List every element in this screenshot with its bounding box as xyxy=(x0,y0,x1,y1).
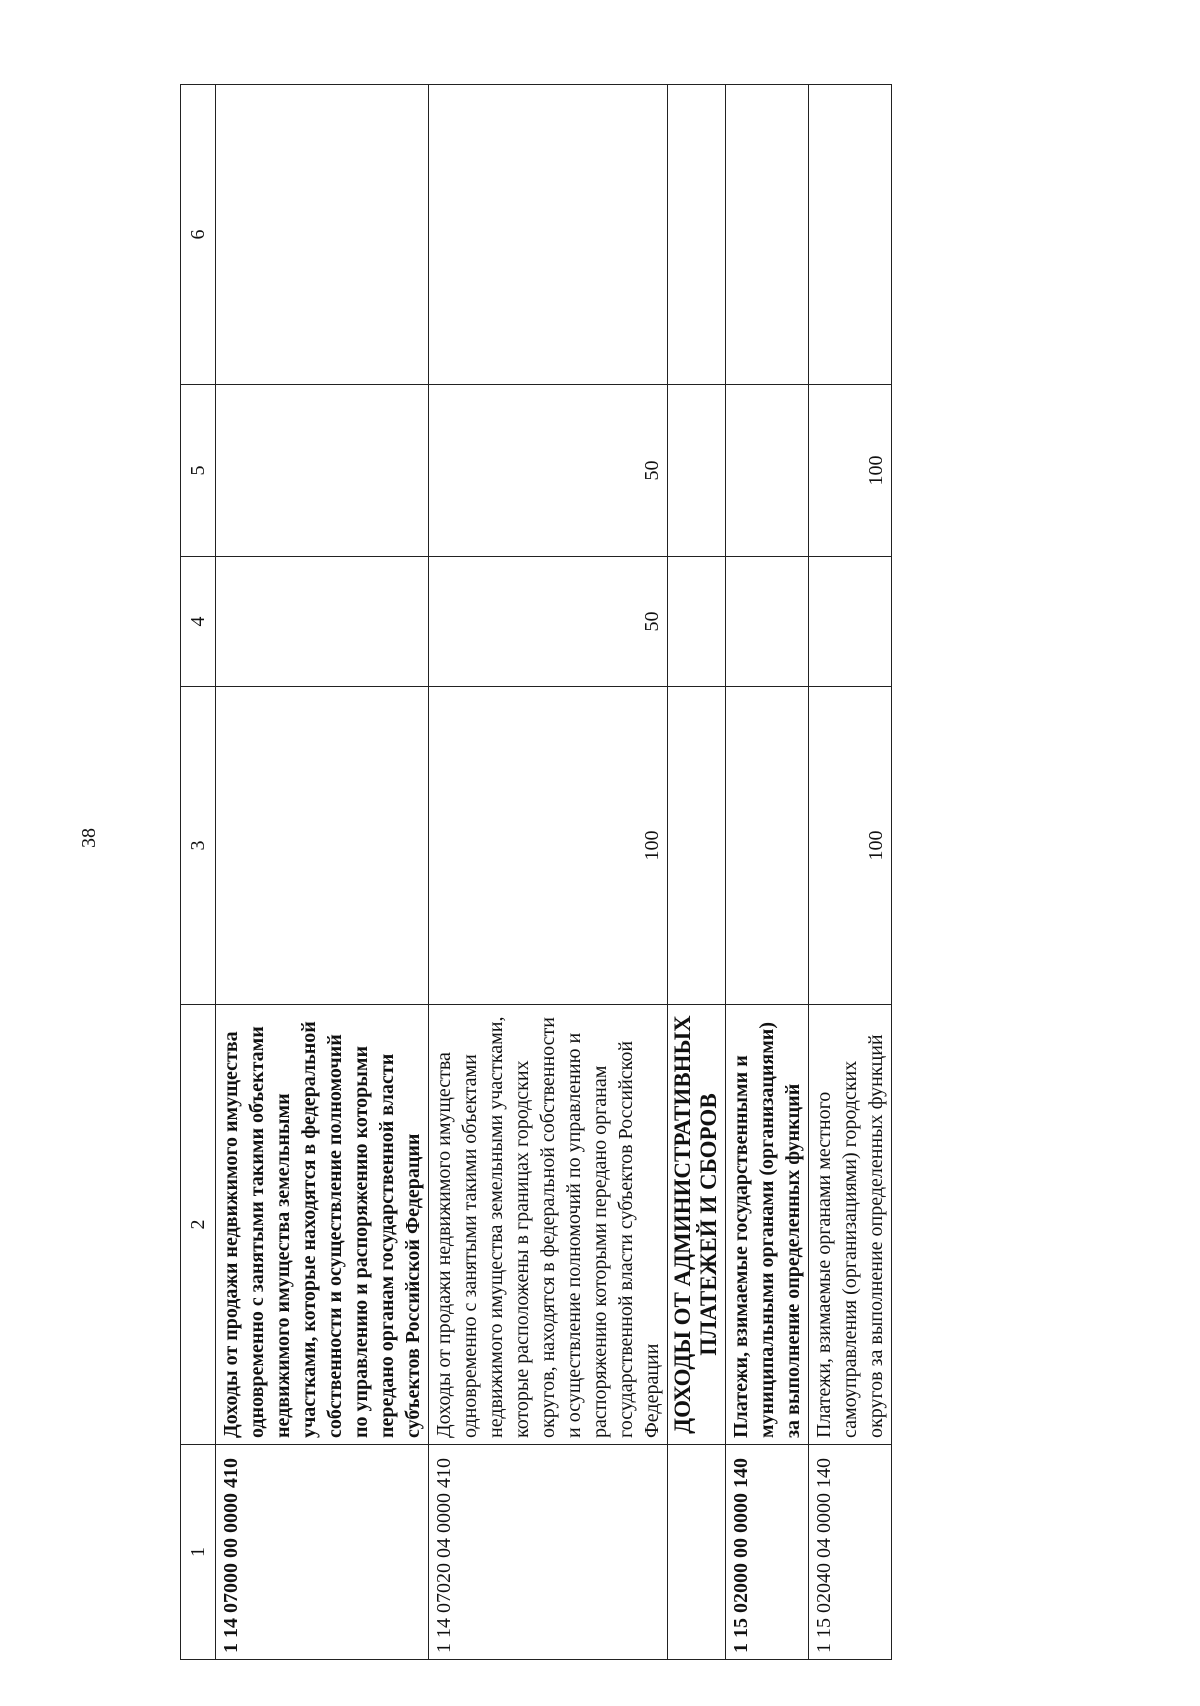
section-empty-cell xyxy=(668,557,726,687)
section-empty-cell xyxy=(668,1445,726,1660)
row-name: Доходы от продажи недвижимого имущества одновременно с занятыми такими объектами недвижимого имущества земельными участками, которые находятся в федеральной собственности и осуществление полномочий по управлению и распоряжению которыми передано органам государственной власти субъектов Российской Федерации xyxy=(216,1005,429,1445)
table-row xyxy=(809,85,892,1660)
row-col-3: 100 xyxy=(429,687,668,1005)
row-code: 1 14 07000 00 0000 410 xyxy=(216,1445,429,1660)
header-col-4: 4 xyxy=(181,557,216,687)
row-col-6 xyxy=(216,85,429,385)
table-row xyxy=(726,85,809,1660)
section-empty-cell xyxy=(668,687,726,1005)
section-row xyxy=(668,85,726,1660)
row-col-3: 100 xyxy=(809,687,892,1005)
row-col-5: 50 xyxy=(429,385,668,557)
header-col-2: 2 xyxy=(181,1005,216,1445)
rotated-table-container xyxy=(180,85,920,1660)
section-empty-cell xyxy=(668,385,726,557)
row-col-4: 50 xyxy=(429,557,668,687)
row-col-6 xyxy=(429,85,668,385)
row-col-4 xyxy=(216,557,429,687)
table-row xyxy=(216,85,429,1660)
section-empty-cell xyxy=(668,85,726,385)
table-row xyxy=(429,85,668,1660)
section-title: ДОХОДЫ ОТ АДМИНИСТРАТИВНЫХ ПЛАТЕЖЕЙ И СБОРОВ xyxy=(668,1005,726,1445)
header-col-3: 3 xyxy=(181,687,216,1005)
row-col-4 xyxy=(809,557,892,687)
row-name: Доходы от продажи недвижимого имущества одновременно с занятыми такими объектами недвижимого имущества земельными участками, которые расположены в границах городских округов, находятся в федеральной собственности и осуществление полномочий по управлению и распоряжению которыми передано органам государственной власти субъектов Российской Федерации xyxy=(429,1005,668,1445)
row-col-3 xyxy=(216,687,429,1005)
row-col-3 xyxy=(726,687,809,1005)
page-number: 38 xyxy=(78,828,100,848)
row-col-5: 100 xyxy=(809,385,892,557)
row-code: 1 15 02040 04 0000 140 xyxy=(809,1445,892,1660)
row-col-5 xyxy=(216,385,429,557)
row-name: Платежи, взимаемые органами местного самоуправления (организациями) городских округов за выполнение определенных функций xyxy=(809,1005,892,1445)
row-col-5 xyxy=(726,385,809,557)
row-name: Платежи, взимаемые государственными и муниципальными органами (организациями) за выполнение определенных функций xyxy=(726,1005,809,1445)
row-col-4 xyxy=(726,557,809,687)
row-col-6 xyxy=(809,85,892,385)
header-col-5: 5 xyxy=(181,385,216,557)
row-code: 1 14 07020 04 0000 410 xyxy=(429,1445,668,1660)
row-code: 1 15 02000 00 0000 140 xyxy=(726,1445,809,1660)
row-col-6 xyxy=(726,85,809,385)
header-col-1: 1 xyxy=(181,1445,216,1660)
revenue-table xyxy=(180,84,892,1660)
header-col-6: 6 xyxy=(181,85,216,385)
header-row xyxy=(181,85,216,1660)
